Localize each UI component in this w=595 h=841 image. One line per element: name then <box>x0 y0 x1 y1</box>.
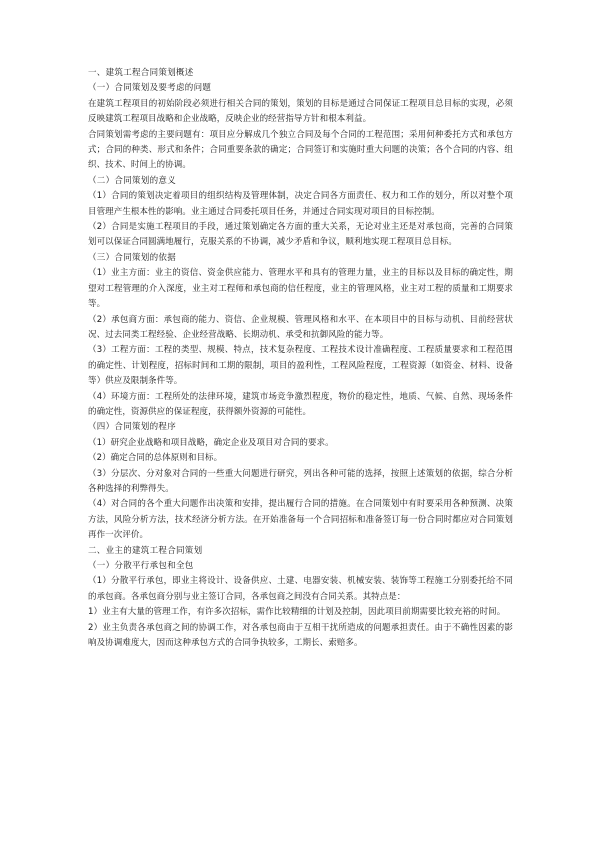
body-paragraph: 1）业主有大量的管理工作，有许多次招标，需作比较精细的计划及控制，因此项目前期需要比较充裕的时间。 <box>88 607 506 618</box>
body-paragraph: （2）确定合同的总体原则和目标。 <box>88 453 223 464</box>
body-paragraph: 2）业主负责各承包商之间的协调工作，对各承包商由于互相干扰所造成的问题承担责任。由于不确性因素的影响及协调难度大，因而这种承包方式的合同争执较多，工期长、索赔多。 <box>88 622 513 649</box>
body-paragraph: （3）分层次、分对象对合同的一些重大问题进行研究，列出各种可能的选择，按照上述策划的依据，综合分析各种选择的利弊得失。 <box>88 468 513 494</box>
section-heading: （一）合同策划及要考虑的问题 <box>88 83 212 94</box>
body-paragraph: （1）业主方面：业主的资信、资金供应能力、管理水平和具有的管理力量，业主的目标以及目标的确定性，期望对工程管理的介入深度，业主对工程师和承包商的信任程度，业主的管理风格，业主对工程的质量和工期要求等。 <box>88 268 513 310</box>
body-paragraph: （1）分散平行承包，即业主将设计、设备供应、土建、电器安装、机械安装、装饰等工程施工分别委托给不同的承包商。各承包商分别与业主签订合同，各承包商之间没有合同关系。其特点是： <box>88 576 513 602</box>
section-heading: （四）合同策划的程序 <box>88 422 177 433</box>
body-paragraph: 在建筑工程项目的初始阶段必须进行相关合同的策划，策划的目标是通过合同保证工程项目总目标的实现，必须反映建筑工程项目战略和企业战略，反映企业的经营指导方针和根本利益。 <box>88 98 513 125</box>
body-paragraph: （4）对合同的各个重大问题作出决策和安排，提出履行合同的措施。在合同策划中有时要采用各种预测、决策方法，风险分析方法，技术经济分析方法。在开始准备每一个合同招标和准备签订每一份合同时都应对合同策划再作一次评价。 <box>88 499 513 541</box>
section-heading: （三）合同策划的依据 <box>88 252 177 263</box>
section-heading: （二）合同策划的意义 <box>88 175 177 186</box>
body-paragraph: （2）合同是实施工程项目的手段，通过策划确定各方面的重大关系，无论对业主还是对承包商，完善的合同策划可以保证合同圆满地履行，克服关系的不协调，减少矛盾和争议，顺利地实现工程项目总目标。 <box>88 222 513 248</box>
body-paragraph: （1）合同的策划决定着项目的组织结构及管理体制，决定合同各方面责任、权力和工作的划分，所以对整个项目管理产生根本性的影响。业主通过合同委托项目任务，并通过合同实现对项目的目标控制。 <box>88 191 513 217</box>
document-body <box>88 66 513 651</box>
section-heading: 二、业主的建筑工程合同策划 <box>88 545 203 556</box>
body-paragraph: （1）研究企业战略和项目战略，确定企业及项目对合同的要求。 <box>88 437 334 448</box>
body-paragraph: （3）工程方面：工程的类型、规模、特点，技术复杂程度、工程技术设计准确程度、工程质量要求和工程范围的确定性、计划程度，招标时间和工期的限制，项目的盈利性，工程风险程度，工程资源（如资金、材料、设备等）供应及限制条件等。 <box>88 345 513 387</box>
body-paragraph: 合同策划需考虑的主要问题有：项目应分解成几个独立合同及每个合同的工程范围；采用何种委托方式和承包方式；合同的种类、形式和条件；合同重要条款的确定；合同签订和实施时重大问题的决策；各个合同的内容、组织、技术、时间上的协调。 <box>88 129 513 171</box>
section-heading: 一、建筑工程合同策划概述 <box>88 68 194 78</box>
section-heading: （一）分散平行承包和全包 <box>88 561 194 571</box>
body-paragraph: （4）环境方面：工程所处的法律环境，建筑市场竞争激烈程度，物价的稳定性，地质、气候、自然、现场条件的确定性，资源供应的保证程度，获得额外资源的可能性。 <box>88 391 513 417</box>
body-paragraph: （2）承包商方面：承包商的能力、资信、企业规模、管理风格和水平、在本项目中的目标与动机、目前经营状况、过去同类工程经验、企业经营战略、长期动机、承受和抗御风险的能力等。 <box>88 314 513 340</box>
